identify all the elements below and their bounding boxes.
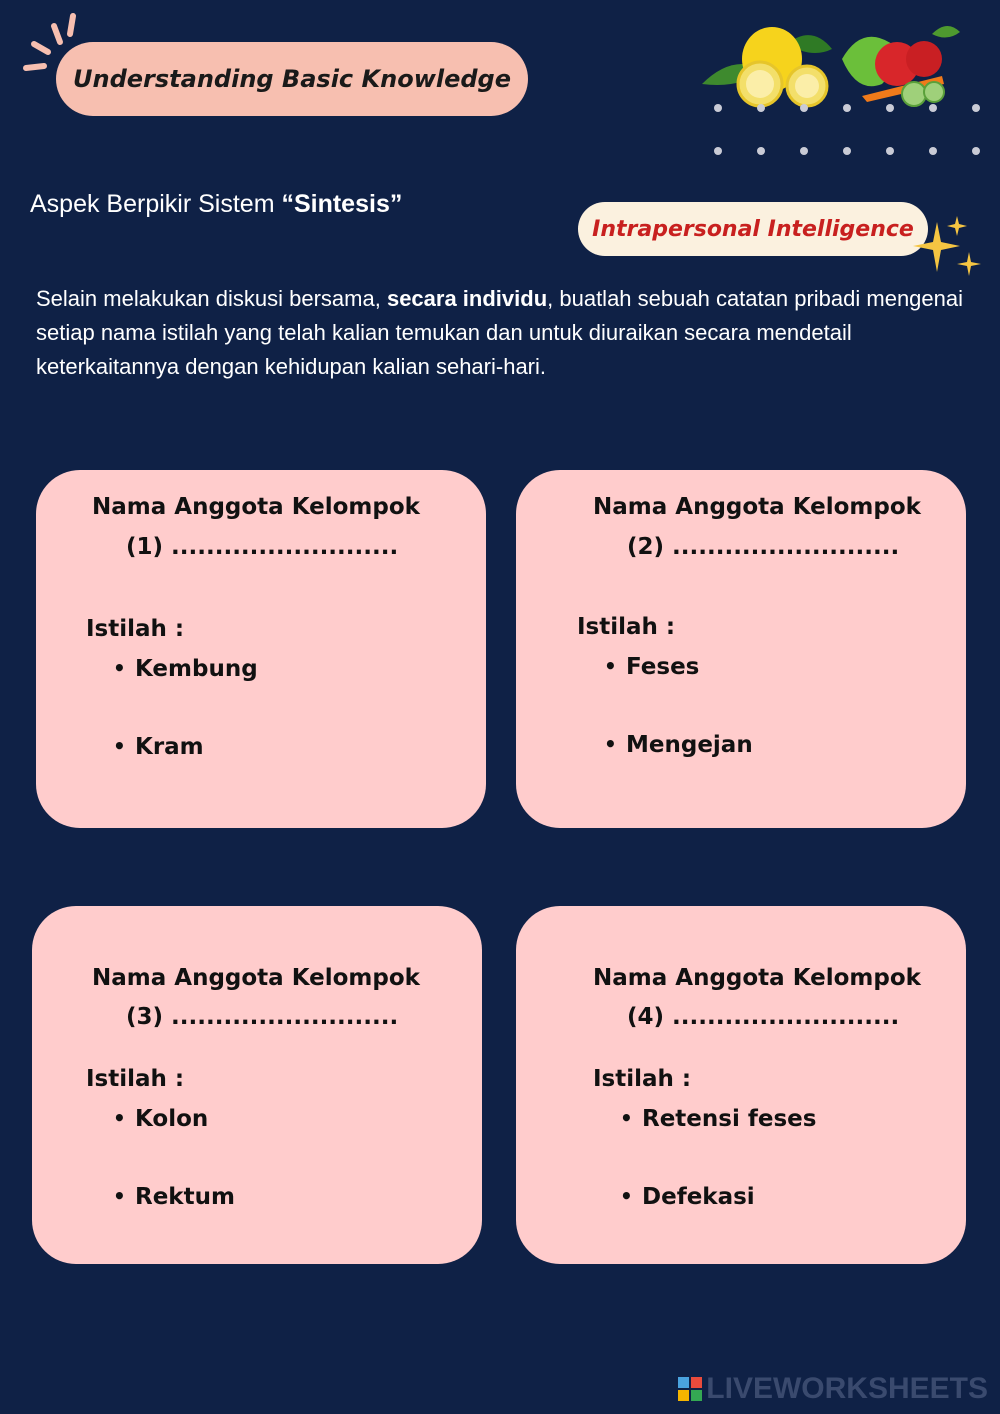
member-name-field[interactable]: (4) ..........................: [627, 1004, 900, 1030]
term-item: • Rektum: [135, 1184, 235, 1210]
term-item: • Kembung: [135, 656, 258, 682]
term-label: Istilah :: [593, 1066, 692, 1092]
group-card-2: [516, 470, 966, 828]
term-item: • Kram: [135, 734, 204, 760]
dot-grid-decoration: [706, 100, 991, 160]
term-label: Istilah :: [577, 614, 676, 640]
term-label: Istilah :: [86, 1066, 185, 1092]
term-item: • Feses: [626, 654, 699, 680]
term-label: Istilah :: [86, 616, 185, 642]
card-heading: Nama Anggota Kelompok: [593, 494, 921, 520]
intelligence-badge-label: Intrapersonal Intelligence: [592, 216, 914, 242]
term-item: • Retensi feses: [642, 1106, 816, 1132]
liveworksheets-logo-icon: [678, 1377, 702, 1401]
page-title: Understanding Basic Knowledge: [73, 65, 511, 93]
card-heading: Nama Anggota Kelompok: [593, 965, 921, 991]
member-name-field[interactable]: (1) ..........................: [126, 534, 399, 560]
member-name-field[interactable]: (3) ..........................: [126, 1004, 399, 1030]
group-card-4: [516, 906, 966, 1264]
term-item: • Mengejan: [626, 732, 753, 758]
instruction-text: Selain melakukan diskusi bersama, secara individu, buatlah sebuah catatan pribadi mengenai setiap nama istilah yang telah kalian temukan dan untuk diuraikan secara mendetail keterkaitannya dengan kehidupan kalian sehari-hari.: [36, 286, 964, 379]
fruits-vegetables-illustration: [692, 14, 972, 114]
intelligence-badge: [578, 202, 928, 256]
aspect-heading: Aspek Berpikir Sistem “Sintesis”: [30, 190, 403, 218]
card-heading: Nama Anggota Kelompok: [92, 965, 420, 991]
group-card-1: [36, 470, 486, 828]
title-pill: [56, 42, 528, 116]
sparkle-icon: [905, 212, 990, 287]
watermark: LIVEWORKSHEETS: [678, 1372, 988, 1406]
member-name-field[interactable]: (2) ..........................: [627, 534, 900, 560]
card-heading: Nama Anggota Kelompok: [92, 494, 420, 520]
group-card-3: [32, 906, 482, 1264]
term-item: • Kolon: [135, 1106, 208, 1132]
term-item: • Defekasi: [642, 1184, 755, 1210]
